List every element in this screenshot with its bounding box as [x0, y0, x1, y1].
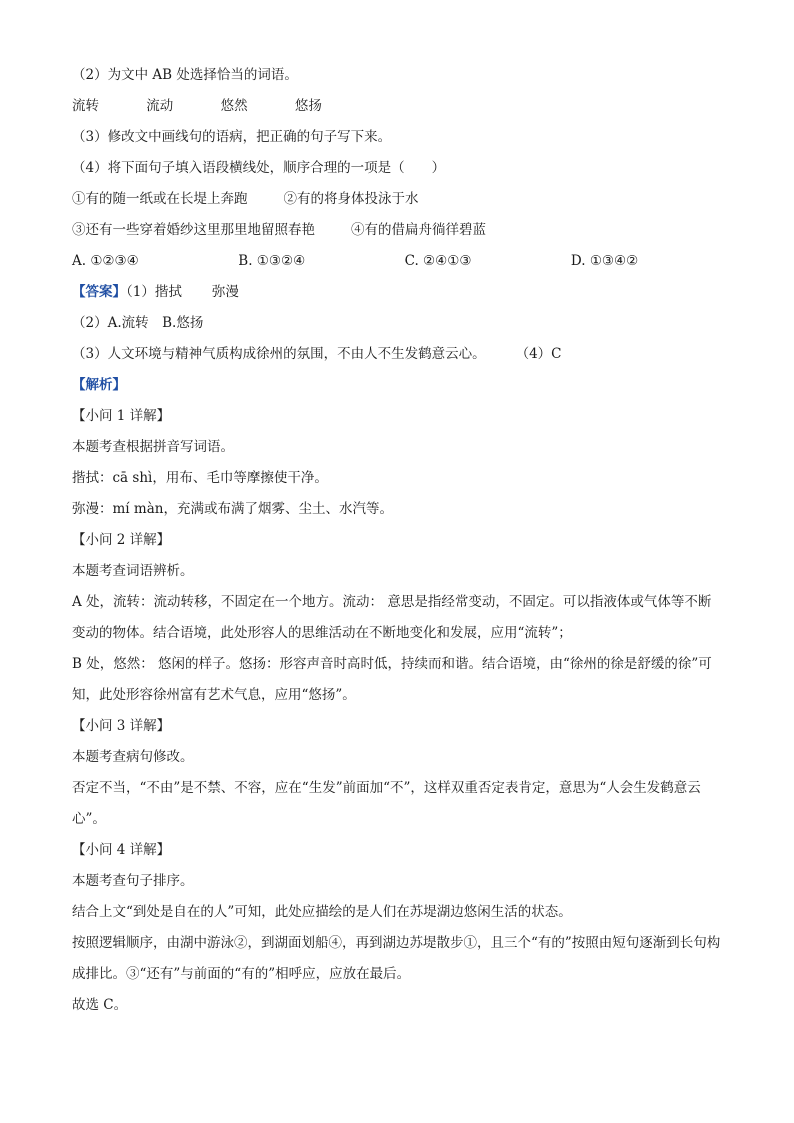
paragraph: 否定不当，“不由”是不禁、不容，应在“生发”前面加“不”，这样双重否定表肯定，意思为“人会生发鹤意云心”。 [72, 780, 701, 827]
answer-2: （2）A.流转 B.悠扬 [72, 315, 204, 331]
paragraph: 揩拭：cā shì，用布、毛巾等摩擦使干净。 [72, 470, 328, 486]
subquestion-1-heading: 【小问 1 详解】 [72, 408, 171, 424]
paragraph: 弥漫：mí màn，充满或布满了烟雾、尘土、水汽等。 [72, 501, 393, 517]
sentence-row-2 [72, 215, 722, 246]
paragraph: A 处，流转：流动转移，不固定在一个地方。流动： 意思是指经常变动，不固定。可以指液体或气体等不断变动的物体。结合语境，此处形容人的思维活动在不断地变化和发展，应用“流转”； [72, 594, 712, 641]
word-option: 流转 [72, 98, 99, 114]
paragraph: 按照逻辑顺序，由湖中游泳②，到湖面划船④，再到湖边苏堤散步①，且三个“有的”按照由短句逐渐到长句构成排比。③“还有”与前面的“有的”相呼应，应放在最后。 [72, 935, 721, 982]
paragraph: 本题考查词语辨析。 [72, 563, 194, 579]
subquestion-3-heading: 【小问 3 详解】 [72, 718, 171, 734]
word-option: 流动 [146, 98, 174, 114]
paragraph: 本题考查根据拼音写词语。 [72, 439, 234, 455]
paragraph: B 处，悠然： 悠闲的样子。悠扬：形容声音时高时低，持续而和谐。结合语境，由“徐州的徐是舒缓的徐”可知，此处形容徐州富有艺术气息，应用“悠扬”。 [72, 656, 712, 703]
question-2: （2）为文中 AB 处选择恰当的词语。 [72, 67, 298, 83]
answer-1: 【答案】（1）揩拭 弥漫 [72, 284, 239, 300]
choice-d: D. ①③④② [570, 253, 639, 269]
subquestion-2-heading: 【小问 2 详解】 [72, 532, 171, 548]
word-option: 悠然 [220, 98, 248, 114]
paragraph: 本题考查病句修改。 [72, 749, 194, 765]
answer-3: （3）人文环境与精神气质构成徐州的氛围，不由人不生发鹤意云心。 （4）C [72, 346, 562, 362]
question-4: （4）将下面句子填入语段横线处，顺序合理的一项是（ ） [72, 160, 446, 176]
question-3: （3）修改文中画线句的语病，把正确的句子写下来。 [72, 129, 392, 145]
sentence-2: ②有的将身体投泳于水 [283, 191, 419, 207]
analysis-tag: 【解析】 [72, 377, 126, 393]
paragraph: 结合上文“到处是自在的人”可知，此处应描绘的是人们在苏堤湖边悠闲生活的状态。 [72, 904, 572, 920]
word-options [72, 91, 722, 122]
word-option: 悠扬 [294, 98, 322, 114]
choice-a: A. ①②③④ [72, 253, 139, 269]
conclusion: 故选 C。 [72, 997, 128, 1013]
paragraph: 本题考查句子排序。 [72, 873, 194, 889]
choice-c: C. ②④①③ [404, 253, 472, 269]
choice-b: B. ①③②④ [238, 253, 306, 269]
answer-tag: 【答案】 [72, 284, 126, 300]
sentence-row-1 [72, 184, 722, 215]
document-page [72, 60, 722, 1021]
choice-options [72, 246, 722, 277]
sentence-1: ①有的随一纸或在长堤上奔跑 [72, 191, 248, 207]
sentence-3: ③还有一些穿着婚纱这里那里地留照春艳 [72, 222, 315, 238]
sentence-4: ④有的借扁舟徜徉碧蓝 [351, 222, 486, 238]
subquestion-4-heading: 【小问 4 详解】 [72, 842, 171, 858]
